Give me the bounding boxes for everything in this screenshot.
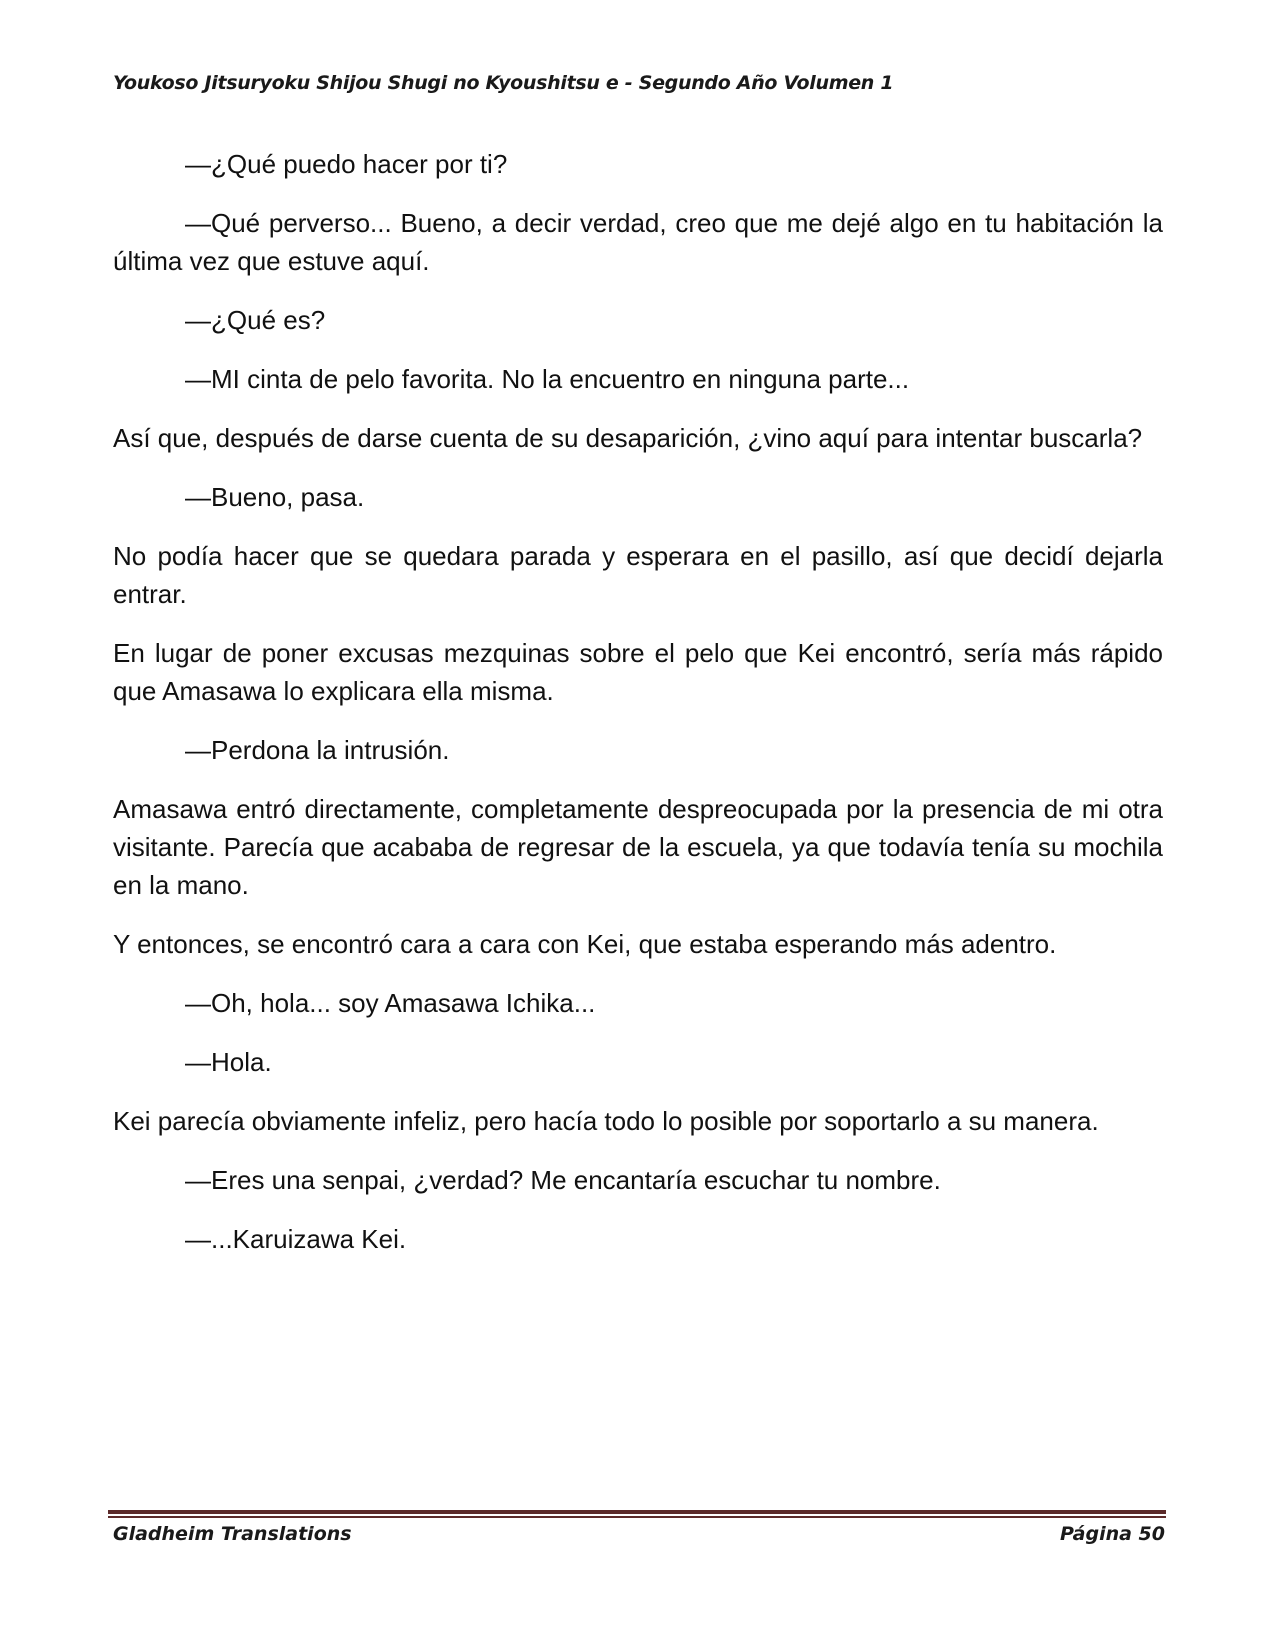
paragraph-dialogue: —Perdona la intrusión. [185, 735, 450, 765]
paragraph-dialogue: —Hola. [185, 1047, 272, 1077]
paragraph-narration: Kei parecía obviamente infeliz, pero hacía todo lo posible por soportarlo a su manera. [113, 1106, 1099, 1136]
paragraph-narration: En lugar de poner excusas mezquinas sobre el pelo que Kei encontró, sería más rápido que Amasawa lo explicara ella misma. [113, 638, 1163, 706]
paragraph-dialogue: —...Karuizawa Kei. [185, 1224, 407, 1254]
paragraph-narration: Amasawa entró directamente, completamente despreocupada por la presencia de mi otra visitante. Parecía que acababa de regresar de la escuela, ya que todavía tenía su mochila en la mano. [113, 794, 1163, 900]
page-body [113, 145, 1163, 1258]
paragraph-dialogue: —¿Qué es? [185, 305, 326, 335]
paragraph-narration: Así que, después de darse cuenta de su desaparición, ¿vino aquí para intentar buscarla? [113, 423, 1143, 453]
footer-translator-credit: Gladheim Translations [113, 1523, 352, 1545]
paragraph-dialogue: —Bueno, pasa. [185, 482, 365, 512]
paragraph-dialogue: —Oh, hola... soy Amasawa Ichika... [185, 988, 596, 1018]
paragraph-dialogue: —Eres una senpai, ¿verdad? Me encantaría escuchar tu nombre. [185, 1165, 941, 1195]
page-header-title: Youkoso Jitsuryoku Shijou Shugi no Kyoushitsu e - Segundo Año Volumen 1 [113, 72, 894, 94]
paragraph-dialogue: —¿Qué puedo hacer por ti? [185, 149, 508, 179]
paragraph-dialogue: —Qué perverso... Bueno, a decir verdad, creo que me dejé algo en tu habitación la última vez que estuve aquí. [113, 208, 1163, 276]
paragraph-dialogue: —MI cinta de pelo favorita. No la encuentro en ninguna parte... [185, 364, 910, 394]
paragraph-narration: No podía hacer que se quedara parada y esperara en el pasillo, así que decidí dejarla entrar. [113, 541, 1163, 609]
footer-page-number: Página 50 [1059, 1523, 1165, 1545]
footer-divider [108, 1510, 1166, 1518]
paragraph-narration: Y entonces, se encontró cara a cara con Kei, que estaba esperando más adentro. [113, 929, 1057, 959]
